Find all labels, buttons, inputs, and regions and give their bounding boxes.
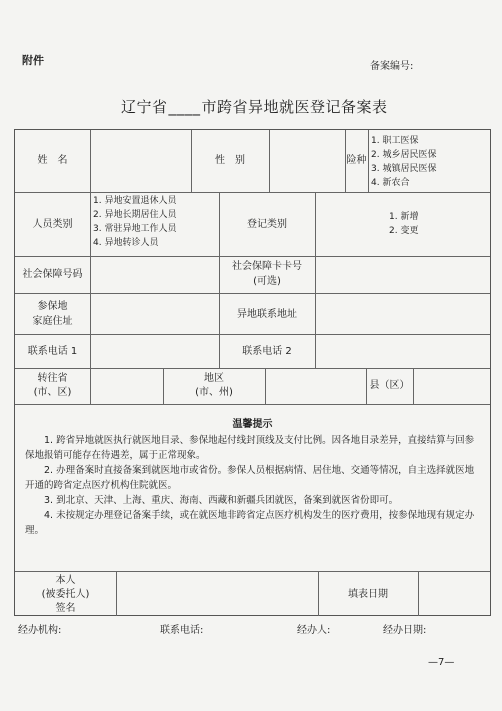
registration-type-option[interactable]: 2. 变更 (389, 226, 419, 236)
insurance-label: 险种 (346, 155, 367, 166)
city-label-line1: 地区 (204, 373, 224, 384)
remote-address-label: 异地联系地址 (237, 309, 297, 320)
tip-item: 3. 到北京、天津、上海、重庆、海南、西藏和新疆兵团就医，备案到就医省份即可。 (44, 495, 399, 506)
gender-field[interactable] (270, 131, 344, 191)
gender-label: 性 别 (215, 155, 245, 166)
social-security-card-optional: (可选) (253, 276, 281, 287)
fill-date-field[interactable] (419, 572, 489, 615)
phone-1-field[interactable] (91, 335, 218, 367)
title-city-blank[interactable]: ____ (168, 98, 201, 116)
person-type-option[interactable]: 3. 常驻异地工作人员 (93, 224, 177, 234)
phone-2-field[interactable] (316, 335, 489, 367)
insurance-option[interactable]: 2. 城乡居民医保 (371, 150, 437, 160)
insurance-option[interactable]: 1. 职工医保 (371, 136, 419, 146)
person-type-option[interactable]: 2. 异地长期居住人员 (93, 210, 177, 220)
person-type-option[interactable]: 1. 异地安置退休人员 (93, 196, 177, 206)
name-label: 姓 名 (37, 155, 68, 166)
signer-label-line3: 签名 (55, 603, 76, 614)
home-address-label-line1: 参保地 (37, 301, 68, 312)
name-field[interactable] (91, 131, 190, 191)
insurance-option[interactable]: 4. 新农合 (371, 178, 410, 188)
registration-type-option[interactable]: 1. 新增 (389, 212, 419, 222)
social-security-number-label: 社会保障号码 (22, 269, 83, 280)
attachment-label: 附件 (22, 54, 44, 67)
handle-date-label: 经办日期: (383, 625, 427, 636)
phone-1-label: 联系电话 1 (27, 346, 78, 357)
social-security-card-label: 社会保障卡卡号 (232, 261, 302, 272)
insurance-option[interactable]: 3. 城镇居民医保 (371, 164, 437, 174)
page-number: —7— (428, 657, 455, 668)
fill-date-label: 填表日期 (348, 589, 388, 600)
social-security-number-field[interactable] (91, 257, 218, 292)
title-suffix: 市跨省异地就医登记备案表 (201, 98, 388, 116)
social-security-card-field[interactable] (316, 257, 489, 292)
handler-label: 经办人: (297, 625, 331, 636)
signature-field[interactable] (117, 572, 317, 615)
signer-label-line2: (被委托人) (41, 589, 90, 600)
form-title (121, 96, 388, 117)
record-number-label: 备案编号: (370, 61, 414, 72)
tip-item: 4. 未按规定办理登记备案手续，或在就医地非跨省定点医疗机构发生的医疗费用，按参保地现有规定办理。 (25, 510, 475, 536)
city-field[interactable] (266, 369, 365, 403)
province-label-line1: 转往省 (37, 373, 68, 384)
county-label: 县（区） (369, 380, 410, 391)
registration-type-label: 登记类别 (247, 219, 287, 230)
province-label-line2: (市、区) (33, 387, 72, 398)
city-label-line2: (市、州) (195, 387, 233, 398)
title-prefix: 辽宁省 (121, 98, 168, 116)
tips-title: 温馨提示 (232, 419, 273, 430)
registration-table (14, 129, 491, 616)
home-address-label-line2: 家庭住址 (32, 316, 73, 327)
person-type-label: 人员类别 (32, 219, 73, 230)
phone-2-label: 联系电话 2 (242, 346, 292, 357)
agency-phone-label: 联系电话: (160, 625, 204, 636)
signer-label-line1: 本人 (55, 575, 76, 586)
remote-address-field[interactable] (316, 294, 489, 333)
county-field[interactable] (414, 369, 489, 403)
home-address-field[interactable] (91, 294, 218, 333)
tip-item: 2. 办理备案时直接备案到就医地市或省份。参保人员根据病情、居住地、交通等情况，自主选择就医地开通的跨省定点医疗机构住院就医。 (25, 465, 475, 491)
province-field[interactable] (91, 369, 162, 403)
tip-item: 1. 跨省异地就医执行就医地目录、参保地起付线封顶线及支付比例。因各地目录差异，直接结算与回参保地报销可能存在待遇差，属于正常现象。 (25, 435, 475, 461)
agency-label: 经办机构: (18, 625, 62, 636)
person-type-option[interactable]: 4. 异地转诊人员 (93, 238, 159, 248)
